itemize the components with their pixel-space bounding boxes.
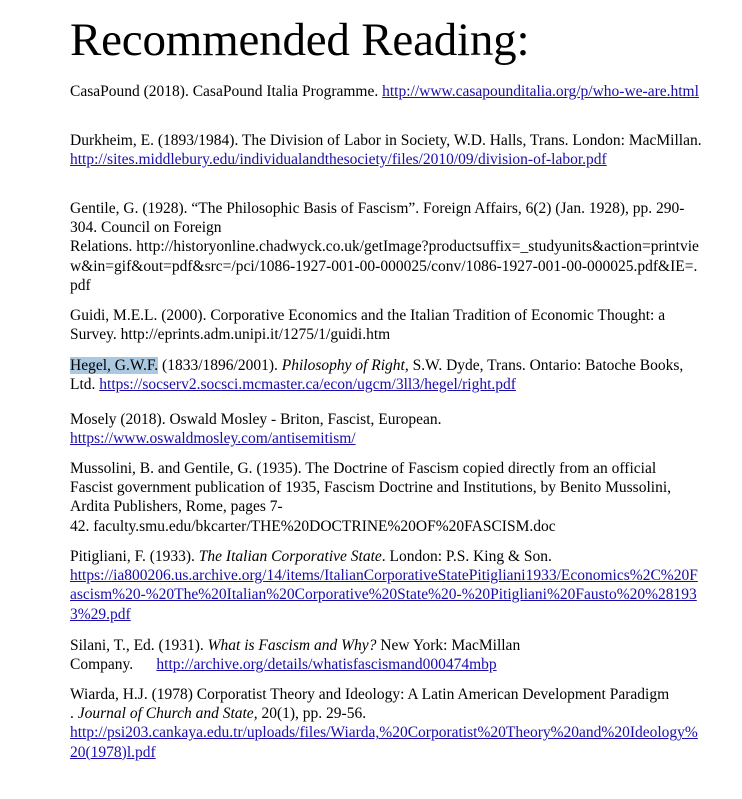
reference-title: Journal of Church and State,	[77, 705, 258, 723]
reference-text: 20(1), pp. 29-56.	[257, 705, 367, 723]
reference-pitigliani	[70, 547, 702, 624]
reference-text: 42. faculty.smu.edu/bkcarter/THE%20DOCTRINE%20OF%20FASCISM.doc	[70, 517, 556, 535]
reference-text: Mosely (2018). Oswald Mosley - Briton, Fascist, European.	[70, 411, 442, 428]
reference-link[interactable]: http://sites.middlebury.edu/individualandthesociety/files/2010/09/division-of-labor.pdf	[70, 151, 607, 169]
reference-mosely	[70, 410, 702, 448]
reference-text: Silani, T., Ed. (1931).	[70, 637, 208, 654]
reference-title: The Italian Corporative State	[198, 548, 382, 565]
reference-link[interactable]: http://archive.org/details/whatisfascismand000474mbp	[156, 656, 497, 674]
reference-text: CasaPound (2018). CasaPound Italia Programme.	[70, 83, 383, 100]
reference-hegel	[70, 356, 702, 394]
reference-text: New York: MacMillan	[376, 637, 521, 654]
reference-link[interactable]: https://socserv2.socsci.mcmaster.ca/econ/ugcm/3ll3/hegel/right.pdf	[99, 376, 516, 394]
page-title: Recommended Reading:	[70, 14, 530, 66]
reference-text: Gentile, G. (1928). “The Philosophic Basis of Fascism”. Foreign Affairs, 6(2) (Jan. 1928), pp. 290-304. Council on Foreign	[70, 200, 685, 237]
reference-text: Mussolini, B. and Gentile, G. (1935). The Doctrine of Fascism copied directly from an official Fascist government publication of 1935, Fascism Doctrine and Institutions, by Benito Mussolini, Ardita Publishers, Rome, pages 7-	[70, 460, 672, 516]
reference-wiarda	[70, 685, 702, 762]
reference-mussolini	[70, 459, 702, 536]
reference-link[interactable]: https://www.oswaldmosley.com/antisemitism/	[70, 430, 356, 448]
reference-guidi	[70, 306, 702, 344]
reference-link[interactable]: http://www.casapounditalia.org/p/who-we-are.html	[382, 83, 699, 100]
reference-text: , S.W. Dyde, Trans. Ontario: Batoche Books, Ltd.	[70, 357, 684, 394]
reference-title: What is Fascism and Why?	[207, 637, 377, 654]
reference-text: Guidi, M.E.L. (2000). Corporative Economics and the Italian Tradition of Economic Thought: a Survey. http://eprints.adm.unipi.it/1275/1/guidi.htm	[70, 307, 666, 344]
reference-text: . London: P.S. King & Son.	[381, 548, 552, 565]
reference-text: .	[70, 705, 78, 723]
reference-text: (1833/1896/2001).	[158, 357, 282, 374]
reference-link[interactable]: https://ia800206.us.archive.org/14/items/ItalianCorporativeStatePitigliani1933/Economics%2C%20Fascism%20-%20The%20Italian%20Corporative%20State%20-%20Pitigliani%20Fausto%20%281933%29.pdf	[70, 567, 698, 623]
reference-text: Pitigliani, F. (1933).	[70, 548, 199, 565]
reference-durkheim	[70, 131, 702, 169]
reference-text: Company.	[70, 656, 157, 674]
reference-silani	[70, 636, 702, 674]
highlighted-author[interactable]: Hegel, G.W.F.	[70, 357, 159, 374]
reference-text: Relations. http://historyonline.chadwyck.co.uk/getImage?productsuffix=_studyunits&action=printview&in=gif&out=pdf&src=/pci/1086-1927-001-00-000025/conv/1086-1927-001-00-000025.pdf&IE=.pdf	[70, 238, 699, 294]
reference-text: Wiarda, H.J. (1978) Corporatist Theory and Ideology: A Latin American Development Paradigm	[70, 686, 670, 703]
reference-text: Durkheim, E. (1893/1984). The Division of Labor in Society, W.D. Halls, Trans. London: MacMillan.	[70, 132, 702, 149]
reference-gentile	[70, 199, 702, 295]
reference-title: Philosophy of Right	[281, 357, 405, 374]
reference-casapound	[70, 82, 702, 101]
reference-link[interactable]: http://psi203.cankaya.edu.tr/uploads/files/Wiarda,%20Corporatist%20Theory%20and%20Ideology%20(1978)l.pdf	[70, 724, 698, 761]
